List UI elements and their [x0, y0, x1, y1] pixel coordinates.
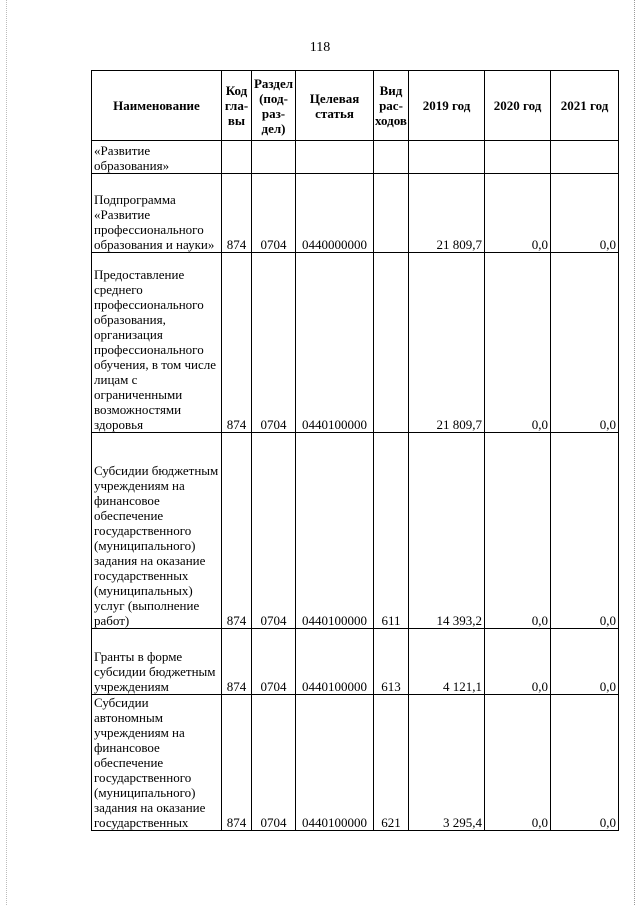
row-2019 — [409, 141, 485, 174]
right-scan-edge — [634, 0, 636, 905]
row-2021: 0,0 — [551, 433, 619, 629]
row-target: 0440100000 — [296, 629, 374, 695]
row-2021: 0,0 — [551, 695, 619, 831]
row-type — [374, 174, 409, 253]
header-name: Наименование — [92, 71, 222, 141]
row-section — [252, 141, 296, 174]
row-2021 — [551, 141, 619, 174]
row-2021: 0,0 — [551, 253, 619, 433]
table-row — [92, 433, 619, 629]
row-2019: 4 121,1 — [409, 629, 485, 695]
left-scan-edge — [6, 0, 8, 905]
row-2020: 0,0 — [485, 253, 551, 433]
row-2019: 21 809,7 — [409, 174, 485, 253]
row-target: 0440100000 — [296, 253, 374, 433]
row-2019: 21 809,7 — [409, 253, 485, 433]
table-row — [92, 253, 619, 433]
row-name: «Развитие образования» — [92, 141, 222, 174]
row-2019: 3 295,4 — [409, 695, 485, 831]
header-row — [92, 71, 619, 141]
row-section: 0704 — [252, 433, 296, 629]
header-2019: 2019 год — [409, 71, 485, 141]
row-2020: 0,0 — [485, 695, 551, 831]
row-2019: 14 393,2 — [409, 433, 485, 629]
row-target — [296, 141, 374, 174]
row-2020: 0,0 — [485, 433, 551, 629]
row-2021: 0,0 — [551, 629, 619, 695]
header-target-item: Целевая статья — [296, 71, 374, 141]
table-row — [92, 141, 619, 174]
row-target: 0440000000 — [296, 174, 374, 253]
row-2021: 0,0 — [551, 174, 619, 253]
row-section: 0704 — [252, 695, 296, 831]
row-type — [374, 141, 409, 174]
header-chapter-code: Код гла- вы — [222, 71, 252, 141]
row-2020: 0,0 — [485, 174, 551, 253]
header-2021: 2021 год — [551, 71, 619, 141]
row-2020: 0,0 — [485, 629, 551, 695]
row-name: Подпрограмма «Развитие профессионального образования и науки» — [92, 174, 222, 253]
row-chapter: 874 — [222, 174, 252, 253]
row-type: 621 — [374, 695, 409, 831]
row-type — [374, 253, 409, 433]
row-section: 0704 — [252, 253, 296, 433]
row-type: 613 — [374, 629, 409, 695]
row-name: Предоставление среднего профессионального образования, организация профессионального обучения, в том числе лицам с ограниченными возможностями здоровья — [92, 253, 222, 433]
row-type: 611 — [374, 433, 409, 629]
header-expense-type: Вид рас- ходов — [374, 71, 409, 141]
row-name: Субсидии бюджетным учреждениям на финансовое обеспечение государственного (муниципального) задания на оказание государственных (муниципальных) услуг (выполнение работ) — [92, 433, 222, 629]
row-section: 0704 — [252, 629, 296, 695]
table-row — [92, 174, 619, 253]
table-row — [92, 629, 619, 695]
row-target: 0440100000 — [296, 433, 374, 629]
row-section: 0704 — [252, 174, 296, 253]
table-row — [92, 695, 619, 831]
page-number: 118 — [309, 40, 331, 55]
row-chapter — [222, 141, 252, 174]
row-chapter: 874 — [222, 433, 252, 629]
row-chapter: 874 — [222, 695, 252, 831]
row-name: Гранты в форме субсидии бюджетным учреждениям — [92, 629, 222, 695]
row-target: 0440100000 — [296, 695, 374, 831]
row-name: Субсидии автономным учреждениям на финансовое обеспечение государственного (муниципального) задания на оказание государственных — [92, 695, 222, 831]
row-chapter: 874 — [222, 253, 252, 433]
header-section: Раздел (под- раз- дел) — [252, 71, 296, 141]
header-2020: 2020 год — [485, 71, 551, 141]
row-chapter: 874 — [222, 629, 252, 695]
row-2020 — [485, 141, 551, 174]
budget-table — [91, 70, 619, 831]
